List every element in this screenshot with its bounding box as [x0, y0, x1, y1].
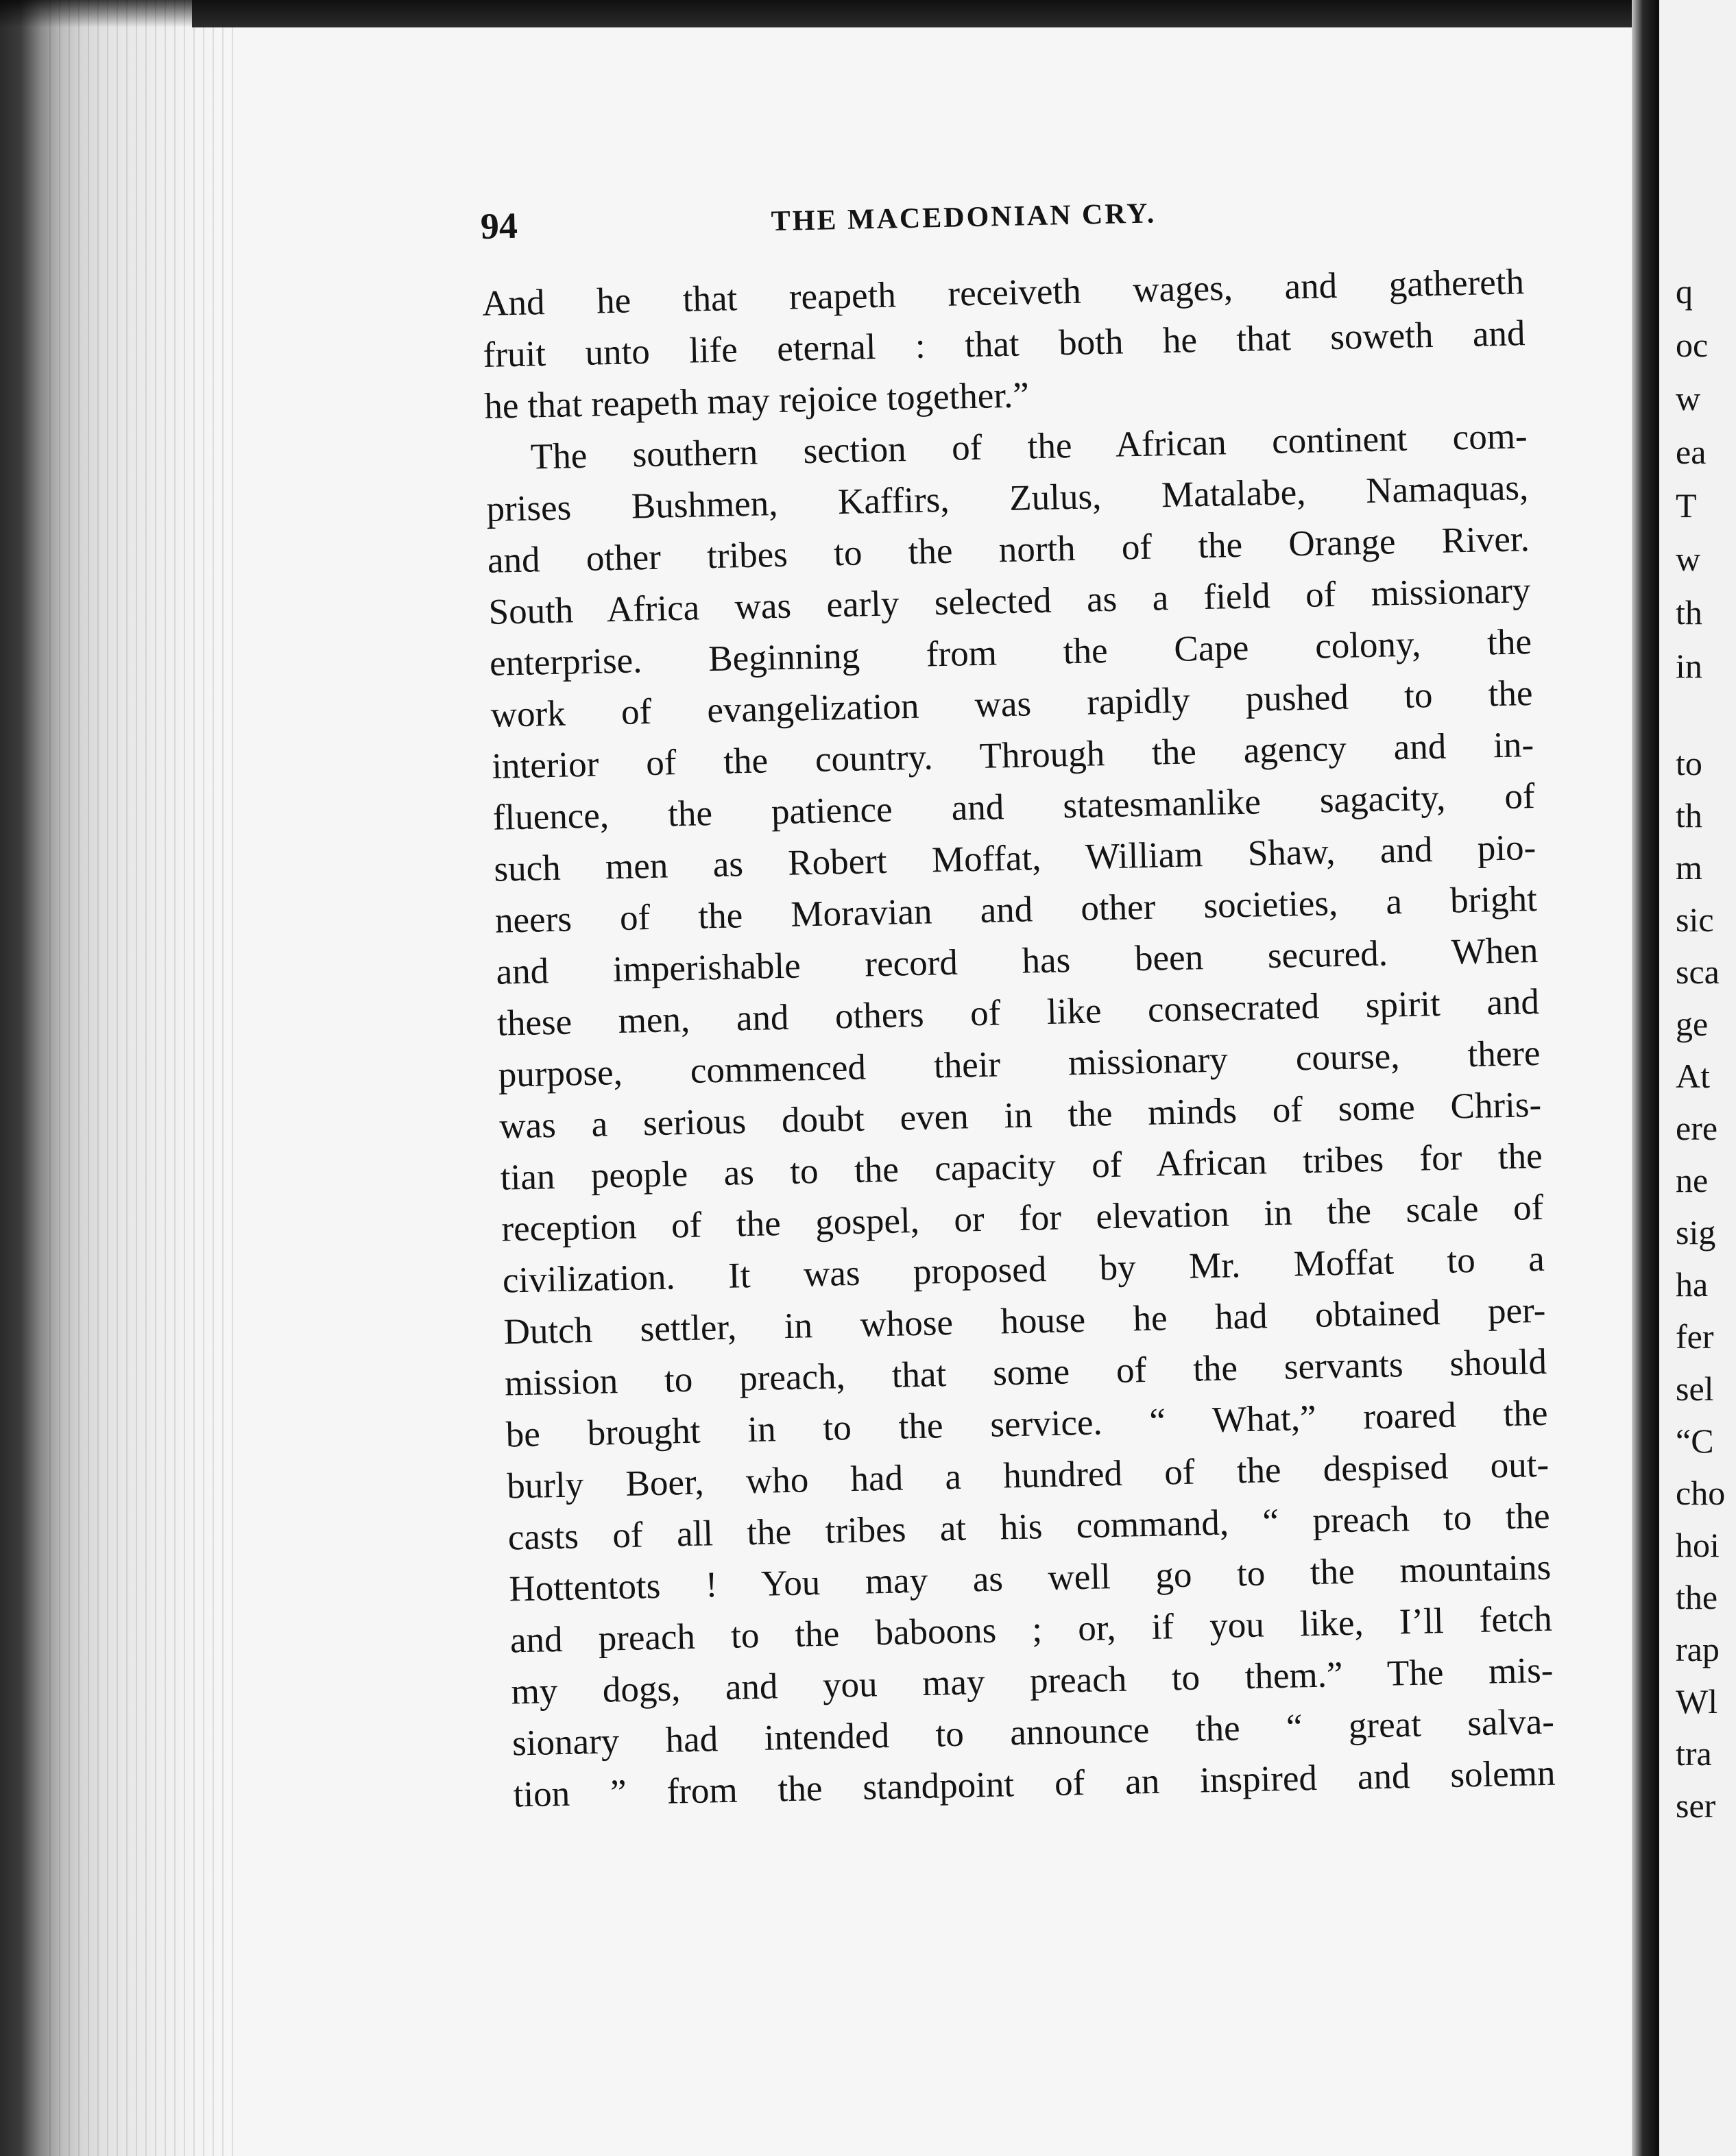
text-line: interior of the country. Through the agency and in- — [491, 724, 1534, 787]
facing-line: “C — [1676, 1422, 1714, 1460]
scan-top-border — [192, 0, 1736, 27]
text-line: purpose, commenced their missionary course, there — [498, 1033, 1541, 1095]
facing-line: in — [1676, 647, 1702, 685]
text-line: be brought in to the service. “ What,” roared the — [505, 1393, 1549, 1455]
text-line: burly Boer, who had a hundred of the despised out- — [506, 1444, 1550, 1507]
facing-line: sca — [1676, 953, 1720, 991]
facing-page-fragment — [1659, 0, 1736, 2156]
running-head: THE MACEDONIAN CRY. — [771, 197, 1157, 238]
page-number: 94 — [480, 204, 518, 247]
facing-line: Wl — [1676, 1682, 1718, 1721]
facing-line: rap — [1676, 1630, 1720, 1668]
text-line: tian people as to the capacity of African tribes for the — [500, 1136, 1543, 1198]
facing-line: tra — [1676, 1734, 1712, 1773]
text-line: and preach to the baboons ; or, if you like, I’ll fetch — [509, 1598, 1553, 1661]
facing-line: ne — [1676, 1161, 1709, 1199]
text-line: Hottentots ! You may as well go to the mountains — [508, 1547, 1552, 1609]
text-line: South Africa was early selected as a field of missionary — [488, 571, 1531, 632]
facing-line: ge — [1676, 1005, 1709, 1043]
text-line: fluence, the patience and statesmanlike sagacity, of — [492, 776, 1536, 838]
text-line: and imperishable record has been secured. When — [496, 930, 1539, 992]
facing-line: m — [1676, 848, 1702, 887]
text-line: and other tribes to the north of the Orange River. — [487, 519, 1530, 581]
text-line: And he that reapeth receiveth wages, and gathereth — [481, 262, 1525, 324]
text-line: work of evangelization was rapidly pushed to the — [490, 673, 1534, 735]
facing-line: th — [1676, 796, 1702, 835]
facing-line: the — [1676, 1578, 1718, 1616]
facing-line: w — [1676, 540, 1701, 578]
facing-line: sig — [1676, 1213, 1716, 1251]
facing-line: T — [1676, 486, 1697, 525]
facing-line: th — [1676, 593, 1702, 632]
text-line: neers of the Moravian and other societies, a bright — [494, 878, 1538, 941]
facing-line: ha — [1676, 1265, 1709, 1304]
facing-line: hoi — [1676, 1526, 1720, 1564]
page-edge-lines — [41, 0, 233, 2156]
text-line: such men as Robert Moffat, William Shaw, and pio- — [493, 827, 1536, 889]
page-text-block — [480, 177, 1556, 1821]
text-line: reception of the gospel, or for elevation in the scale of — [501, 1187, 1544, 1249]
facing-line: At — [1676, 1057, 1710, 1095]
text-line: sionary had intended to announce the “ great salva- — [511, 1701, 1555, 1764]
facing-line: w — [1676, 379, 1701, 418]
facing-line: fer — [1676, 1317, 1714, 1356]
text-line: these men, and others of like consecrated spirit and — [496, 981, 1540, 1044]
facing-line: to — [1676, 744, 1702, 782]
facing-line: sic — [1676, 900, 1714, 939]
facing-line: oc — [1676, 326, 1709, 364]
text-line: tion ” from the standpoint of an inspired and solemn — [513, 1753, 1556, 1815]
text-line: fruit unto life eternal : that both he that soweth and — [483, 313, 1526, 375]
text-line: he that reapeth may rejoice together.” — [483, 375, 1030, 427]
text-line: civilization. It was proposed by Mr. Moffat to a — [502, 1238, 1545, 1301]
text-line: my dogs, and you may preach to them.” The mis- — [511, 1650, 1554, 1712]
facing-line: ser — [1676, 1786, 1716, 1825]
text-line: was a serious doubt even in the minds of some Chris- — [498, 1084, 1542, 1147]
facing-line: ere — [1676, 1109, 1718, 1147]
text-line: prises Bushmen, Kaffirs, Zulus, Matalabe, Namaquas, — [485, 468, 1529, 529]
book-gutter — [1632, 0, 1659, 2156]
text-line: mission to preach, that some of the servants should — [504, 1341, 1547, 1404]
text-line: enterprise. Beginning from the Cape colony, the — [489, 622, 1532, 684]
facing-line: sel — [1676, 1369, 1714, 1408]
paragraph-start-line: The southern section of the African continent com- — [530, 416, 1528, 477]
facing-line: cho — [1676, 1474, 1726, 1512]
facing-line: ea — [1676, 433, 1707, 471]
facing-line: q — [1676, 272, 1693, 311]
text-line: Dutch settler, in whose house he had obtained per- — [503, 1290, 1546, 1352]
text-line: casts of all the tribes at his command, “ preach to the — [507, 1496, 1551, 1558]
